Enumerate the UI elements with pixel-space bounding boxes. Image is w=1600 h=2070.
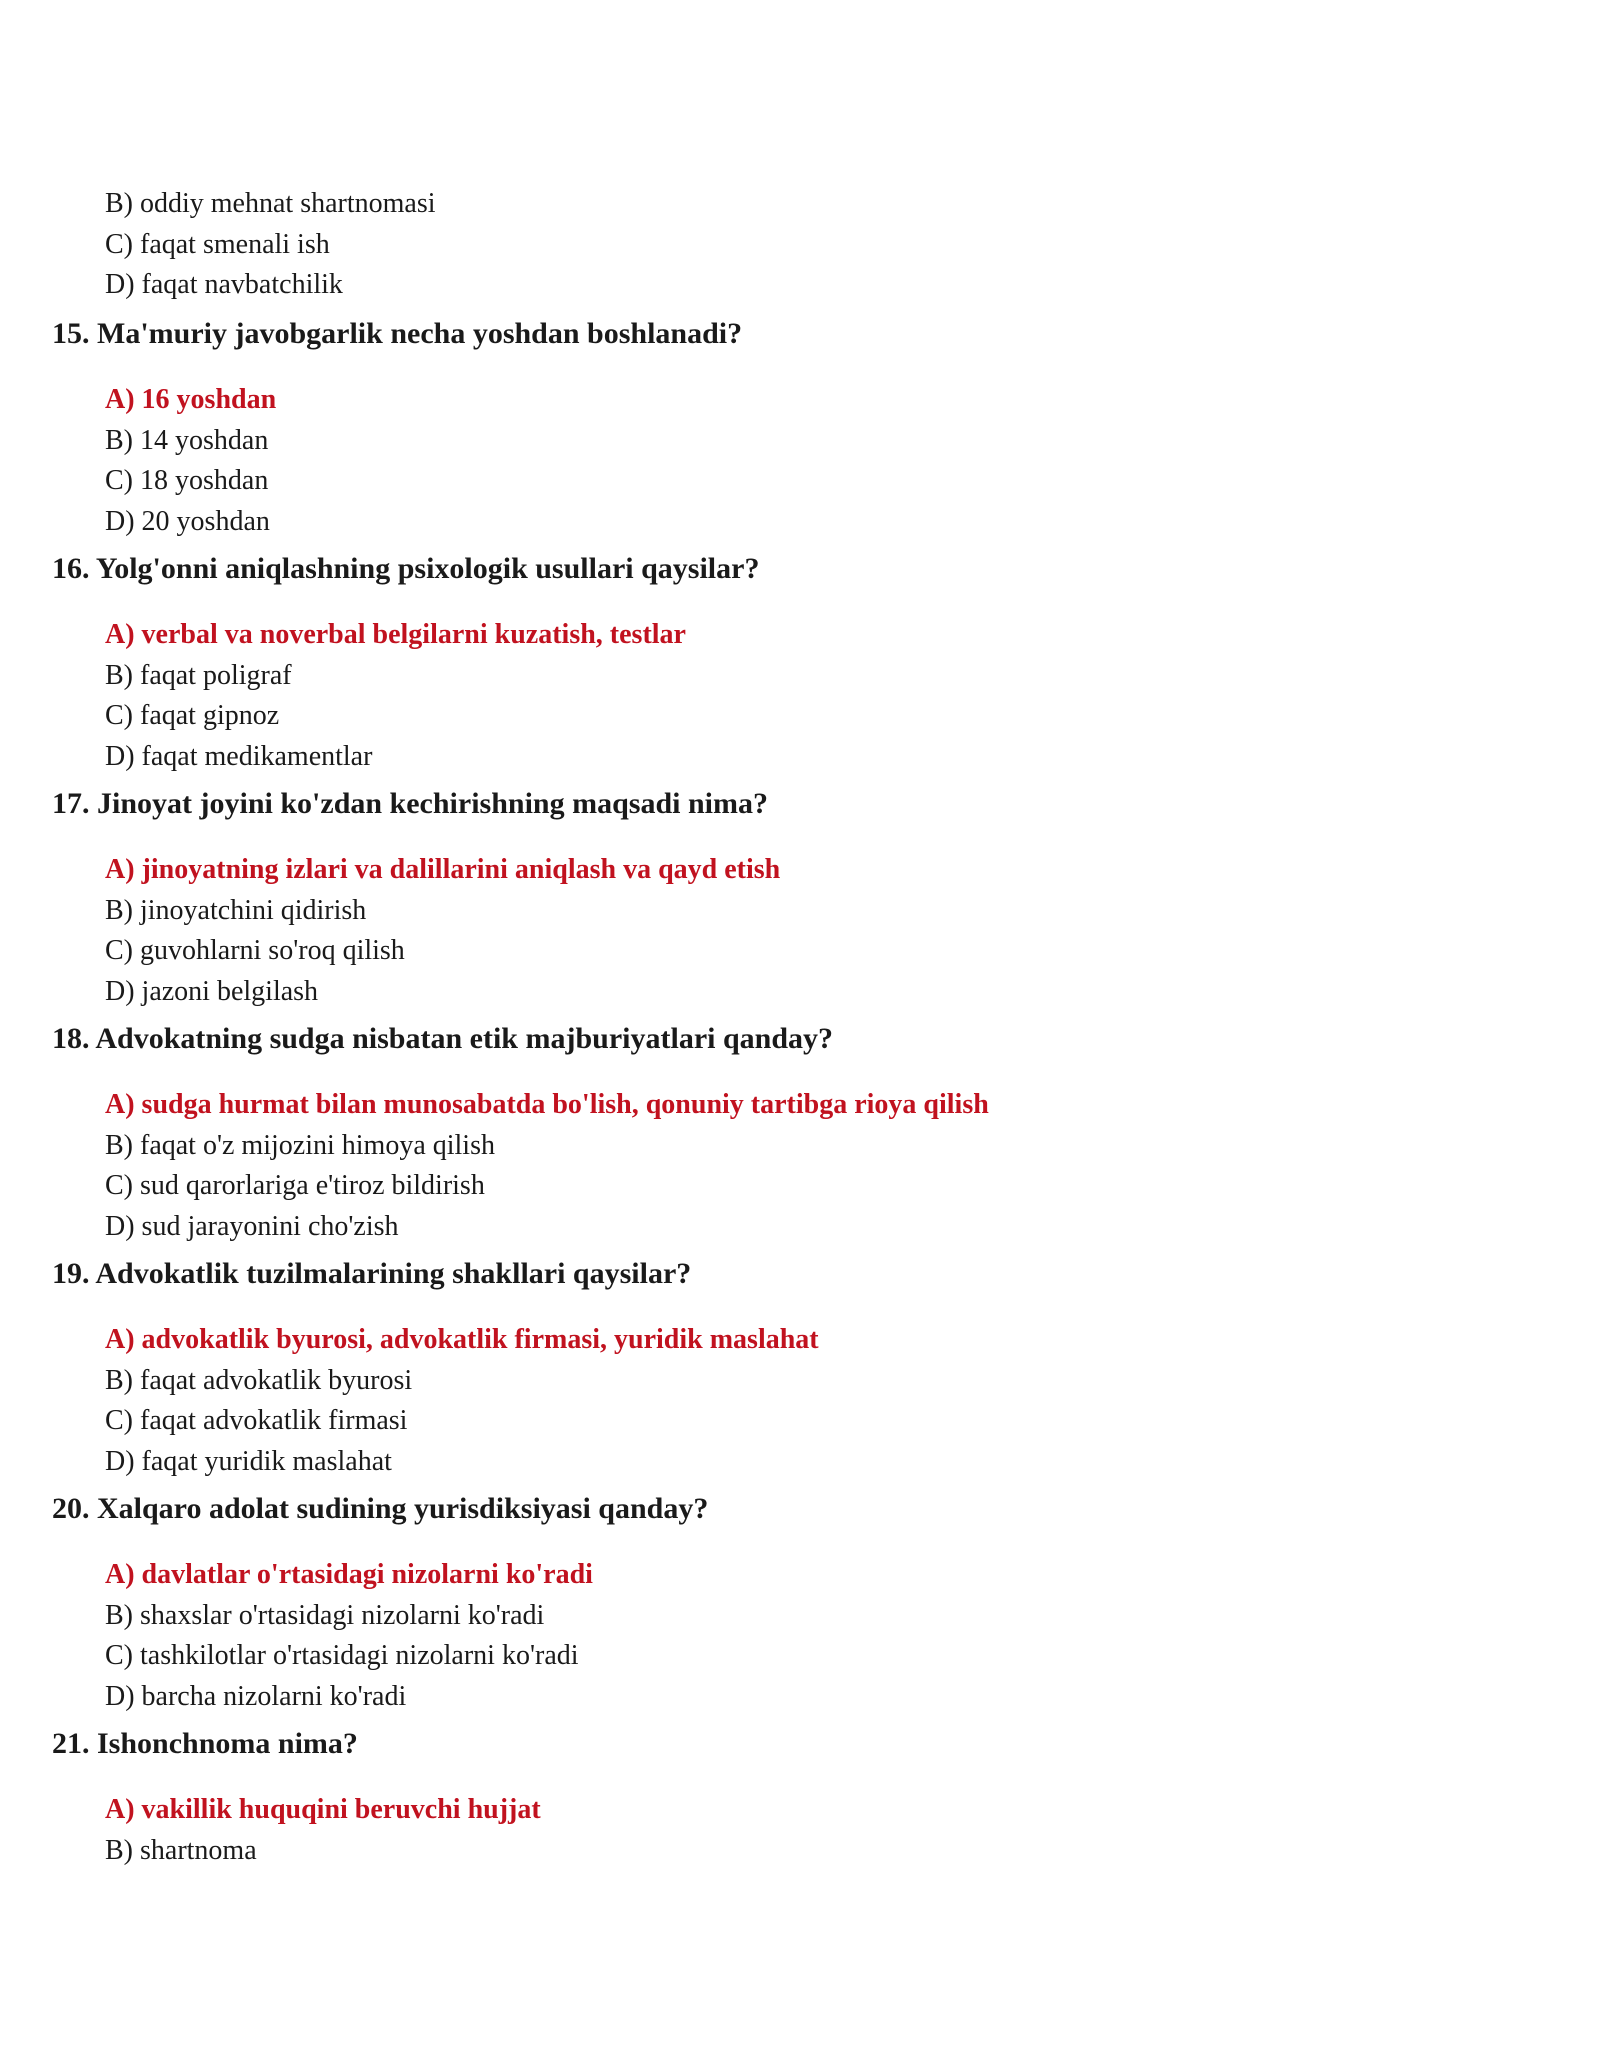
question-options [105, 1555, 593, 1717]
correct-answer: A) advokatlik byurosi, advokatlik firmasi, yuridik maslahat [105, 1324, 819, 1355]
question-title: 17. Jinoyat joyini ko'zdan kechirishning maqsadi nima? [52, 787, 768, 820]
option-b: B) faqat o'z mijozini himoya qilish [105, 1129, 495, 1161]
correct-answer: A) sudga hurmat bilan munosabatda bo'lish, qonuniy tartibga rioya qilish [105, 1089, 989, 1120]
option-c: C) faqat gipnoz [105, 700, 280, 731]
correct-answer: A) 16 yoshdan [105, 384, 277, 415]
correct-answer: A) vakillik huquqini beruvchi hujjat [105, 1794, 541, 1825]
option-b: B) faqat poligraf [105, 659, 292, 691]
option-d: D) 20 yoshdan [105, 505, 270, 537]
option-d: D) faqat navbatchilik [105, 269, 343, 300]
option-b: B) jinoyatchini qidirish [105, 894, 367, 926]
question-options [105, 1320, 819, 1482]
question-options [105, 850, 780, 1012]
correct-answer: A) davlatlar o'rtasidagi nizolarni ko'radi [105, 1559, 593, 1590]
option-d: D) faqat yuridik maslahat [105, 1445, 392, 1477]
question-title: 19. Advokatlik tuzilmalarining shakllari qaysilar? [52, 1257, 692, 1290]
option-b: B) faqat advokatlik byurosi [105, 1364, 413, 1396]
option-d: D) jazoni belgilash [105, 975, 319, 1007]
option-b: B) 14 yoshdan [105, 424, 269, 456]
option-d: D) barcha nizolarni ko'radi [105, 1680, 407, 1712]
question-title: 21. Ishonchnoma nima? [52, 1727, 358, 1760]
option-c: C) 18 yoshdan [105, 465, 269, 496]
question-title: 18. Advokatning sudga nisbatan etik majburiyatlari qanday? [52, 1022, 834, 1055]
question-options [105, 615, 686, 777]
correct-answer: A) verbal va noverbal belgilarni kuzatish, testlar [105, 619, 686, 650]
option-c: C) tashkilotlar o'rtasidagi nizolarni ko'radi [105, 1640, 579, 1671]
option-c: C) faqat advokatlik firmasi [105, 1405, 408, 1436]
option-c: C) guvohlarni so'roq qilish [105, 935, 405, 966]
question-options [105, 380, 276, 542]
question-title: 20. Xalqaro adolat sudining yurisdiksiyasi qanday? [52, 1492, 709, 1525]
option-d: D) faqat medikamentlar [105, 740, 373, 772]
question-title: 15. Ma'muriy javobgarlik necha yoshdan boshlanadi? [52, 317, 743, 350]
option-c: C) faqat smenali ish [105, 228, 330, 260]
correct-answer: A) jinoyatning izlari va dalillarini aniqlash va qayd etish [105, 854, 781, 885]
option-b: B) shaxslar o'rtasidagi nizolarni ko'radi [105, 1599, 545, 1631]
question-options [105, 1790, 541, 1871]
option-c: C) sud qarorlariga e'tiroz bildirish [105, 1170, 485, 1201]
previous-question-options [105, 184, 436, 306]
option-d: D) sud jarayonini cho'zish [105, 1210, 399, 1242]
question-title: 16. Yolg'onni aniqlashning psixologik usullari qaysilar? [52, 552, 760, 585]
option-b: B) oddiy mehnat shartnomasi [105, 188, 436, 219]
option-b: B) shartnoma [105, 1834, 257, 1866]
question-options [105, 1085, 989, 1247]
